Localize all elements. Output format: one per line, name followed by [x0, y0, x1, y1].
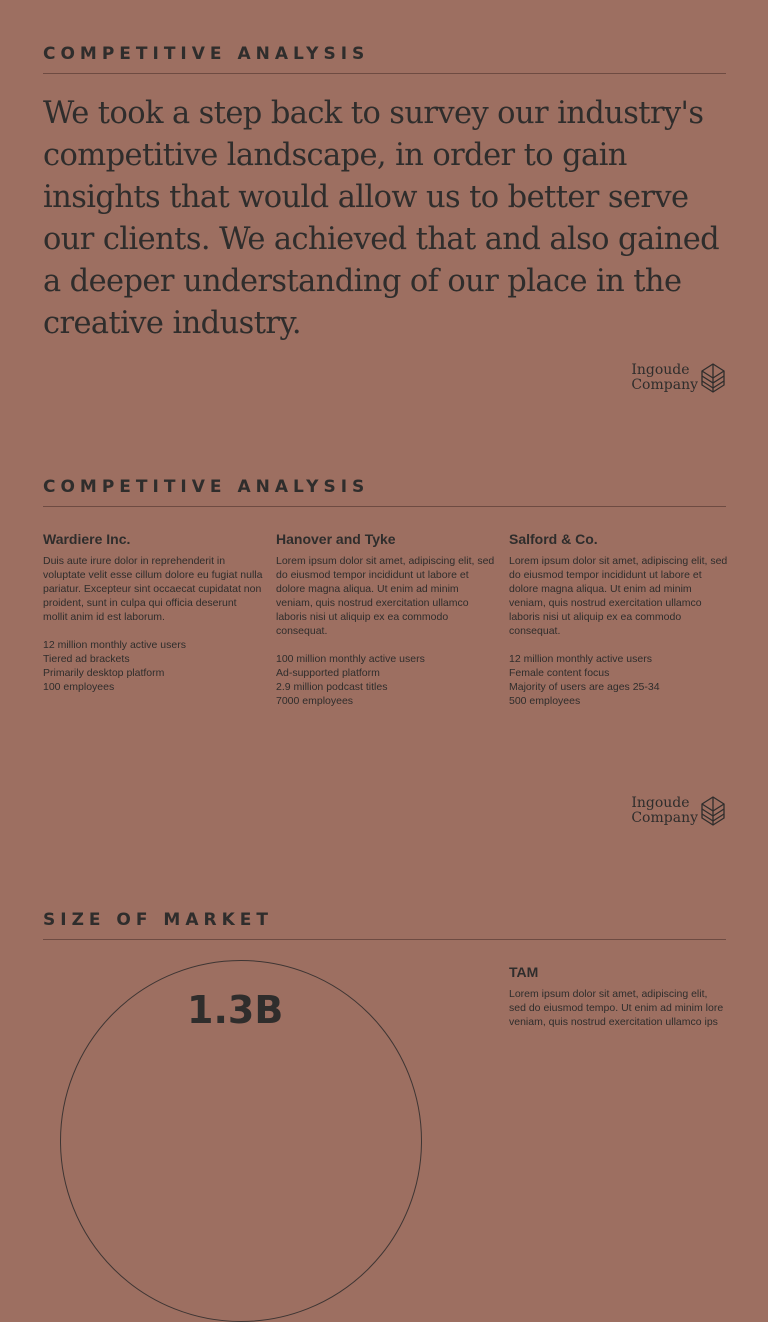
- competitive-analysis-section: [43, 477, 726, 507]
- tam-title: TAM: [509, 964, 539, 980]
- intro-line: our clients. We achieved that and also gained: [43, 222, 720, 257]
- section-heading: SIZE OF MARKET: [43, 910, 273, 930]
- company-name-line1: Ingoude: [631, 362, 690, 378]
- size-of-market-section: [43, 910, 726, 940]
- intro-line: a deeper understanding of our place in the: [43, 264, 682, 299]
- intro-paragraph: [43, 93, 726, 345]
- leaf-icon: [700, 362, 726, 394]
- intro-line: We took a step back to survey our industry's: [43, 96, 704, 131]
- section-divider: [43, 506, 726, 507]
- fact-item: 7000 employees: [276, 695, 354, 707]
- competitive-analysis-intro-section: [43, 44, 726, 345]
- company-name-line2: Company: [631, 377, 698, 393]
- section-divider: [43, 939, 726, 940]
- fact-item: Primarily desktop platform: [43, 667, 165, 679]
- tam-block: [509, 963, 734, 1029]
- competitor-facts: [509, 652, 729, 708]
- market-size-value: 1.3B: [187, 988, 284, 1032]
- leaf-icon: [700, 795, 726, 827]
- tam-line: sed do eiusmod tempo. Ut enim ad minim lore: [509, 1002, 724, 1014]
- section-heading: COMPETITIVE ANALYSIS: [43, 477, 370, 497]
- intro-line: competitive landscape, in order to gain: [43, 138, 627, 173]
- company-name-line2: Company: [631, 810, 698, 826]
- fact-item: Tiered ad brackets: [43, 653, 130, 665]
- competitor-facts: [276, 652, 496, 708]
- fact-item: 100 employees: [43, 681, 115, 693]
- competitor-name: Wardiere Inc.: [43, 531, 131, 547]
- competitor-description: Duis aute irure dolor in reprehenderit in voluptate velit esse cillum dolore eu fugiat nulla pariatur. Excepteur sint occaecat cupidatat non proident, sunt in culpa qui officia deserunt mollit anim id est laborum.: [43, 555, 263, 623]
- section-divider: [43, 73, 726, 74]
- competitor-card: [276, 530, 496, 708]
- competitor-name: Hanover and Tyke: [276, 531, 396, 547]
- company-name-line1: Ingoude: [631, 795, 690, 811]
- company-logo: [631, 795, 726, 827]
- company-name: [631, 363, 698, 393]
- section-heading: COMPETITIVE ANALYSIS: [43, 44, 370, 64]
- tam-line: veniam, quis nostrud exercitation ullamco ips: [509, 1016, 718, 1028]
- company-logo: [631, 362, 726, 394]
- fact-item: Female content focus: [509, 667, 610, 679]
- fact-item: 100 million monthly active users: [276, 653, 425, 665]
- competitor-description: Lorem ipsum dolor sit amet, adipiscing elit, sed do eiusmod tempor incididunt ut labore et dolore magna aliqua. Ut enim ad minim veniam, quis nostrud exercitation ullamco laboris nisi ut aliquip ex ea commodo consequat.: [276, 555, 495, 637]
- competitor-facts: [43, 638, 263, 694]
- tam-line: Lorem ipsum dolor sit amet, adipiscing elit,: [509, 988, 708, 1000]
- competitor-card: [43, 530, 263, 694]
- company-name: [631, 796, 698, 826]
- fact-item: 2.9 million podcast titles: [276, 681, 388, 693]
- intro-line: creative industry.: [43, 306, 302, 341]
- fact-item: Majority of users are ages 25-34: [509, 681, 660, 693]
- fact-item: 12 million monthly active users: [43, 639, 186, 651]
- intro-line: insights that would allow us to better serve: [43, 180, 689, 215]
- fact-item: 12 million monthly active users: [509, 653, 652, 665]
- tam-description: [509, 987, 734, 1029]
- competitor-description: Lorem ipsum dolor sit amet, adipiscing elit, sed do eiusmod tempor incididunt ut labore et dolore magna aliqua. Ut enim ad minim veniam, quis nostrud exercitation ullamco laboris nisi ut aliquip ex ea commodo consequat.: [509, 555, 728, 637]
- competitor-card: [509, 530, 729, 708]
- fact-item: 500 employees: [509, 695, 581, 707]
- competitor-name: Salford & Co.: [509, 531, 598, 547]
- fact-item: Ad-supported platform: [276, 667, 380, 679]
